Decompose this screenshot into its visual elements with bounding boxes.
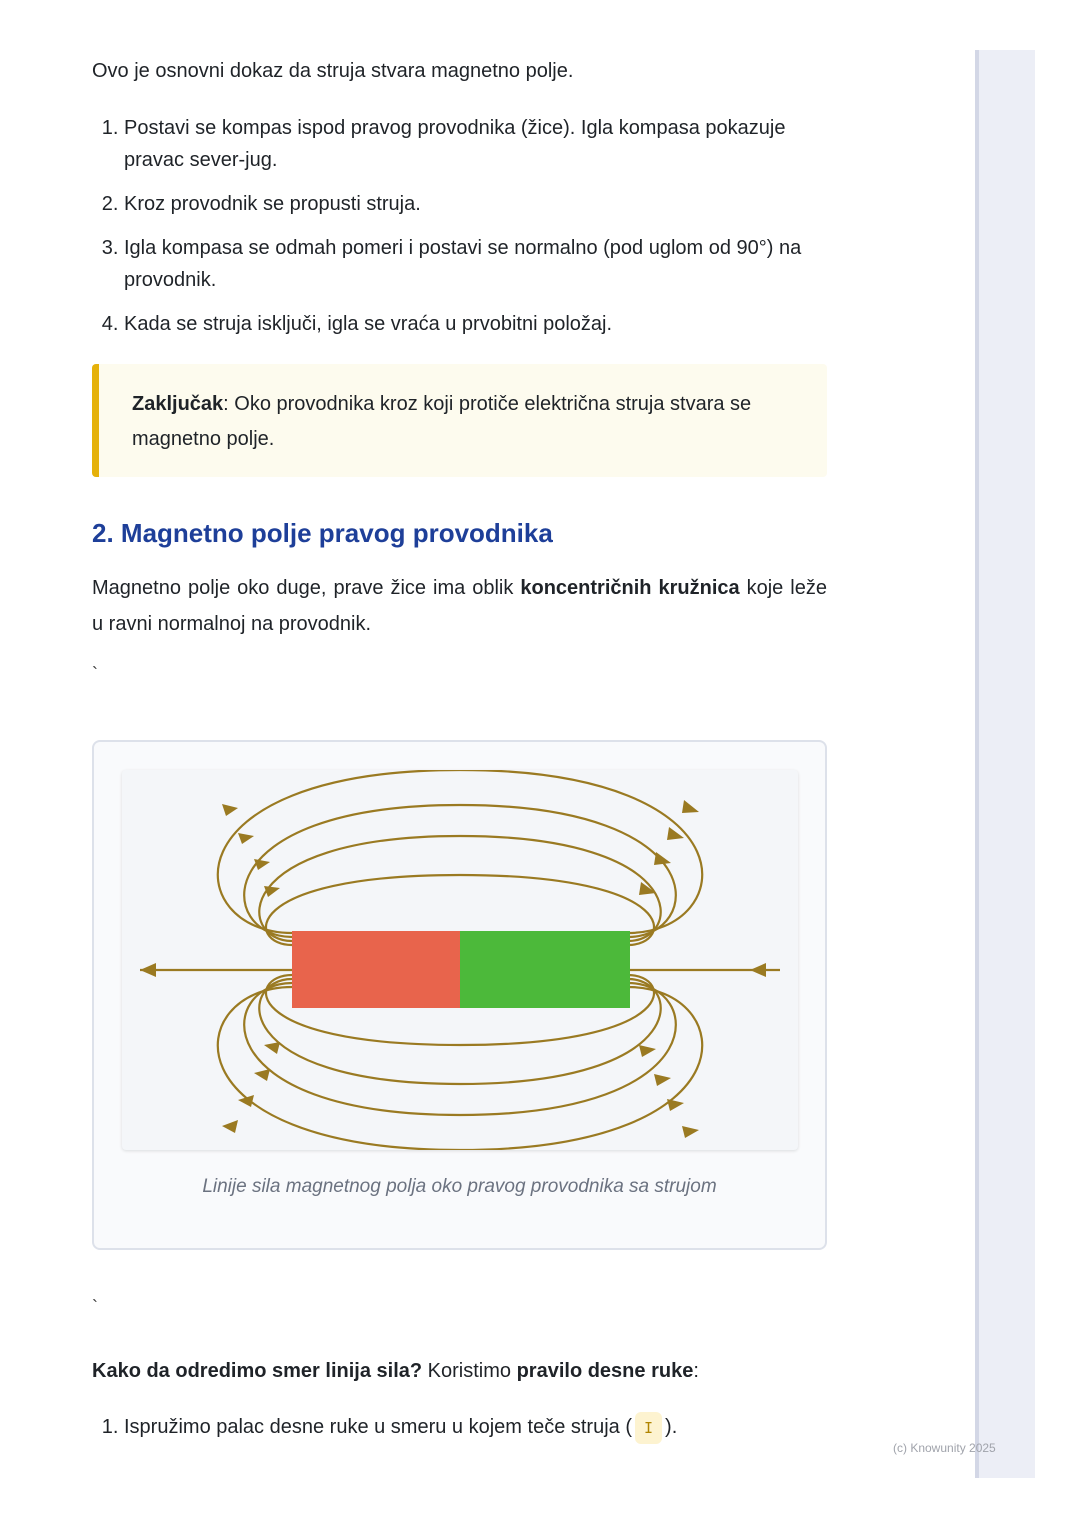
field-line-top-2 — [244, 805, 676, 937]
backtick-mark: ` — [92, 1297, 98, 1317]
rule-step-end: ). — [665, 1416, 678, 1438]
arrow-bottom-3-left — [254, 1069, 270, 1081]
arrow-bottom-3-right — [654, 1074, 671, 1086]
section-paragraph — [92, 570, 827, 642]
conclusion-callout — [92, 364, 827, 477]
arrow-top-2-left — [238, 833, 254, 844]
arrow-top-3-right — [654, 852, 671, 865]
right-sidebar-panel — [975, 50, 1035, 1478]
arrow-bottom-2-right — [667, 1099, 684, 1111]
paragraph-text-end: koje leže u ravni normalnoj na provodnik. — [92, 577, 827, 635]
arrow-top-1-right — [682, 800, 699, 813]
backtick-mark: ` — [92, 664, 98, 684]
question-text: Koristimo — [422, 1360, 517, 1382]
figure-caption: Linije sila magnetnog polja oko pravog provodnika sa strujom — [202, 1176, 717, 1197]
watermark: (c) Knowunity 2025 — [893, 1441, 996, 1455]
paragraph-bold: koncentričnih kružnica — [520, 577, 740, 599]
question-bold: Kako da odredimo smer linija sila? — [92, 1360, 423, 1382]
experiment-steps-list — [92, 112, 834, 352]
callout-text: : Oko provodnika kroz koji protiče električna struja stvara se magnetno polje. — [132, 393, 752, 450]
field-line-top-1 — [218, 770, 702, 933]
arrow-top-3-left — [254, 859, 270, 870]
inline-code: I — [635, 1412, 662, 1444]
rule-question — [92, 1357, 699, 1385]
field-diagram — [122, 770, 798, 1150]
list-item: 3. Igla kompasa se odmah pomeri i postavi se normalno (pod uglom od 90°) na provodnik. — [124, 232, 834, 296]
magnetic-field-figure — [92, 740, 827, 1250]
section-heading: 2. Magnetno polje pravog provodnika — [92, 518, 553, 548]
right-hand-rule-steps — [92, 1412, 677, 1444]
field-line-bottom-1 — [218, 987, 702, 1150]
arrow-top-4-left — [264, 886, 280, 897]
magnet-south-pole — [460, 931, 630, 1008]
arrow-top-1-left — [222, 804, 238, 816]
question-end: : — [693, 1360, 699, 1382]
intro-text: Ovo je osnovni dokaz da struja stvara magnetno polje. — [92, 60, 574, 82]
list-item: 1. Postavi se kompas ispod pravog provodnika (žice). Igla kompasa pokazuje pravac sever-jug. — [124, 112, 834, 176]
magnet-north-pole — [292, 931, 460, 1008]
callout-label: Zaključak — [132, 393, 224, 415]
arrow-left-end — [140, 963, 156, 977]
arrow-right-end — [750, 963, 766, 977]
field-lines-svg — [122, 770, 798, 1150]
arrow-bottom-4-right — [639, 1045, 656, 1057]
rule-step-text: Ispružimo palac desne ruke u smeru u kojem teče struja ( — [124, 1416, 632, 1438]
arrow-bottom-1-right — [682, 1126, 699, 1138]
list-item: 2. Kroz provodnik se propusti struja. — [124, 188, 834, 220]
paragraph-text: Magnetno polje oko duge, prave žice ima oblik — [92, 577, 521, 599]
arrow-bottom-4-left — [264, 1042, 280, 1054]
rule-name: pravilo desne ruke — [516, 1360, 694, 1382]
list-item: 4. Kada se struja isključi, igla se vraća u prvobitni položaj. — [124, 308, 834, 340]
arrow-bottom-1-left — [222, 1120, 238, 1133]
list-item — [124, 1412, 677, 1444]
